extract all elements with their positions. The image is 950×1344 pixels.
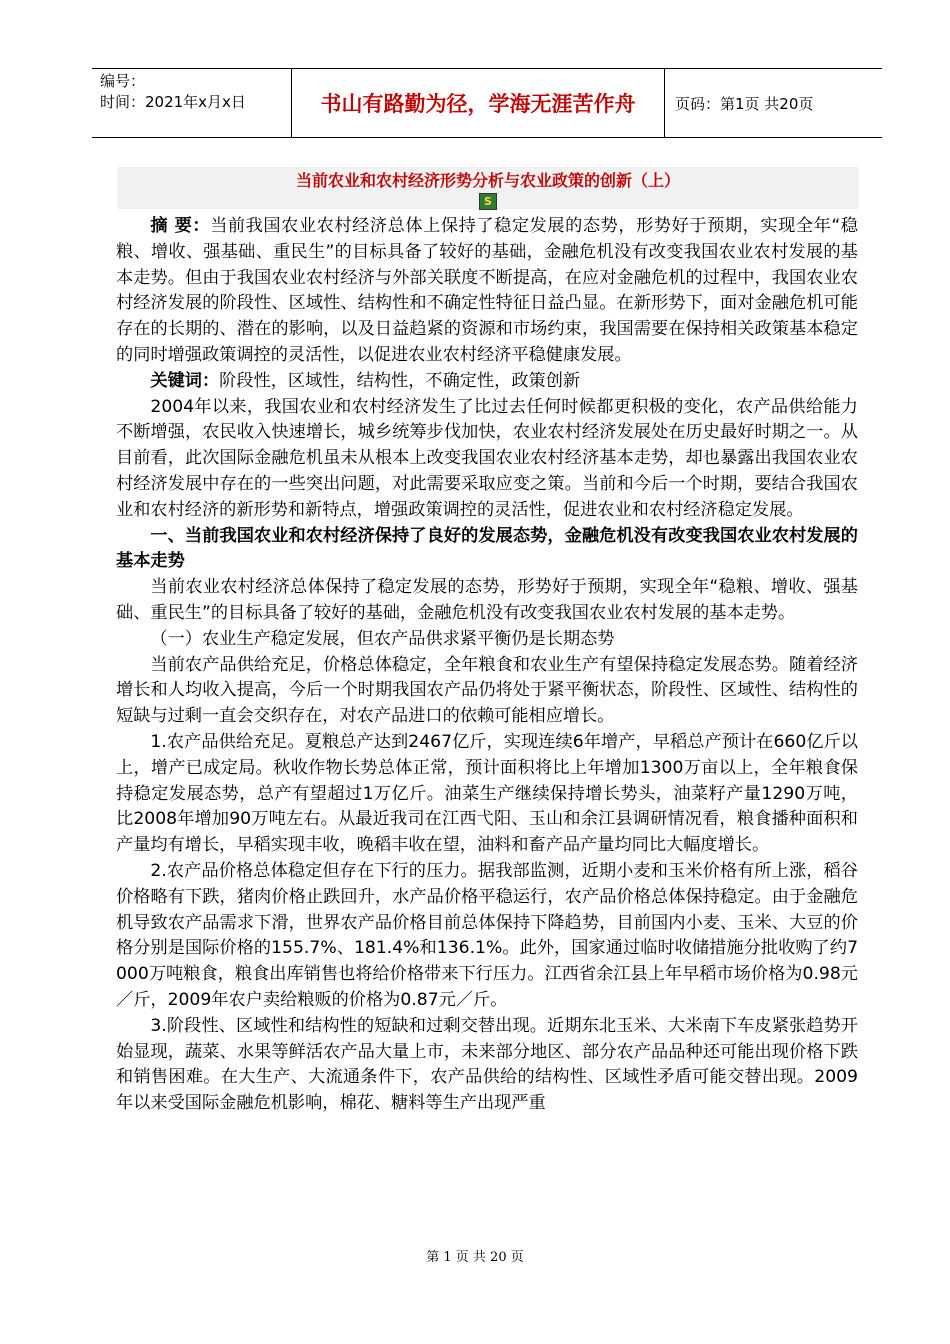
document-title: 当前农业和农村经济形势分析与农业政策的创新（上） xyxy=(295,171,680,190)
keywords-label: 关键词： xyxy=(150,370,220,391)
document-icon[interactable]: S xyxy=(479,193,497,210)
keywords-paragraph xyxy=(116,369,858,395)
paragraph: 当前农业农村经济总体保持了稳定发展的态势，形势好于预期，实现全年“稳粮、增收、强基础、重民生”的目标具备了较好的基础，金融危机没有改变我国农业农村发展的基本走势。 xyxy=(116,577,858,623)
paragraph: 当前农产品供给充足，价格总体稳定，全年粮食和农业生产有望保持稳定发展态势。随着经济增长和人均收入提高，今后一个时期我国农产品仍将处于紧平衡状态，阶段性、区域性、结构性的短缺与过剩一直会交织存在，对农产品进口的依赖可能相应增长。 xyxy=(116,654,858,727)
header-page-label: 页码：第1页 共20页 xyxy=(675,94,814,113)
paragraph: 2.农产品价格总体稳定但存在下行的压力。据我部监测，近期小麦和玉米价格有所上涨，稻谷价格略有下跌，猪肉价格止跌回升，水产品价格平稳运行，农产品价格总体保持稳定。由于金融危机导致农产品需求下滑，世界农产品价格目前总体保持下降趋势，目前国内小麦、玉米、大豆的价格分别是国际价格的155.7%、181.4%和136.1%。此外，国家通过临时收储措施分批收购了约7000万吨粮食，粮食出库销售也将给价格带来下行压力。江西省余江县上年早稻市场价格为0.98元／斤，2009年农户卖给粮贩的价格为0.87元／斤。 xyxy=(116,860,858,1010)
abstract-text: 当前我国农业农村经济总体上保持了稳定发展的态势，形势好于预期，实现全年“稳粮、增收、强基础、重民生”的目标具备了较好的基础，金融危机没有改变我国农业农村发展的基本走势。但由于我国农业农村经济与外部关联度不断提高，在应对金融危机的过程中，我国农业农村经济发展的阶段性、区域性、结构性和不确定性特征日益凸显。在新形势下，面对金融危机可能存在的长期的、潜在的影响，以及日益趋紧的资源和市场约束，我国需要在保持相关政策基本稳定的同时增强政策调控的灵活性，以促进农业农村经济平稳健康发展。 xyxy=(116,216,858,365)
header-table xyxy=(92,68,882,138)
document-body xyxy=(116,214,858,1117)
subsection-heading: （一）农业生产稳定发展，但农产品供求紧平衡仍是长期态势 xyxy=(150,628,615,649)
paragraph: 3.阶段性、区域性和结构性的短缺和过剩交替出现。近期东北玉米、大米南下车皮紧张趋势开始显现，蔬菜、水果等鲜活农产品大量上市，未来部分地区、部分农产品品种还可能出现价格下跌和销售困难。在大生产、大流通条件下，农产品供给的结构性、区域性矛盾可能交替出现。2009年以来受国际金融危机影响，棉花、糖料等生产出现严重 xyxy=(116,1015,858,1114)
page-footer: 第 1 页 共 20 页 xyxy=(426,1250,524,1265)
keywords-text: 阶段性，区域性，结构性，不确定性，政策创新 xyxy=(219,370,581,391)
abstract-label: 摘 要： xyxy=(150,216,211,236)
time-label: 时间：2021年x月x日 xyxy=(100,93,246,111)
header-motto: 书山有路勤为径，学海无涯苦作舟 xyxy=(292,69,665,137)
number-label: 编号： xyxy=(100,72,146,90)
section-heading: 一、当前我国农业和农村经济保持了良好的发展态势，金融危机没有改变我国农业农村发展的基本走势 xyxy=(116,525,858,572)
paragraph: 1.农产品供给充足。夏粮总产达到2467亿斤，实现连续6年增产，早稻总产预计在660亿斤以上，增产已成定局。秋收作物长势总体正常，预计面积将比上年增加1300万亩以上，全年粮食保持稳定发展态势，总产有望超过1万亿斤。油菜生产继续保持增长势头，油菜籽产量1290万吨，比2008年增加90万吨左右。从最近我司在江西弋阳、玉山和余江县调研情况看，粮食播种面积和产量均有增长，早稻实现丰收，晚稻丰收在望，油料和畜产品产量均同比大幅度增长。 xyxy=(116,731,858,856)
title-band xyxy=(117,167,859,209)
abstract-paragraph xyxy=(116,214,858,369)
header-meta xyxy=(92,69,292,137)
paragraph: 2004年以来，我国农业和农村经济发生了比过去任何时候都更积极的变化，农产品供给能力不断增强，农民收入快速增长，城乡统筹步伐加快，农业农村经济发展处在历史最好时期之一。从目前看，此次国际金融危机虽未从根本上改变我国农业农村经济基本走势，却也暴露出我国农业农村经济发展中存在的一些突出问题，对此需要采取应变之策。当前和今后一个时期，要结合我国农业和农村经济的新形势和新特点，增强政策调控的灵活性，促进农业和农村经济稳定发展。 xyxy=(116,396,858,520)
